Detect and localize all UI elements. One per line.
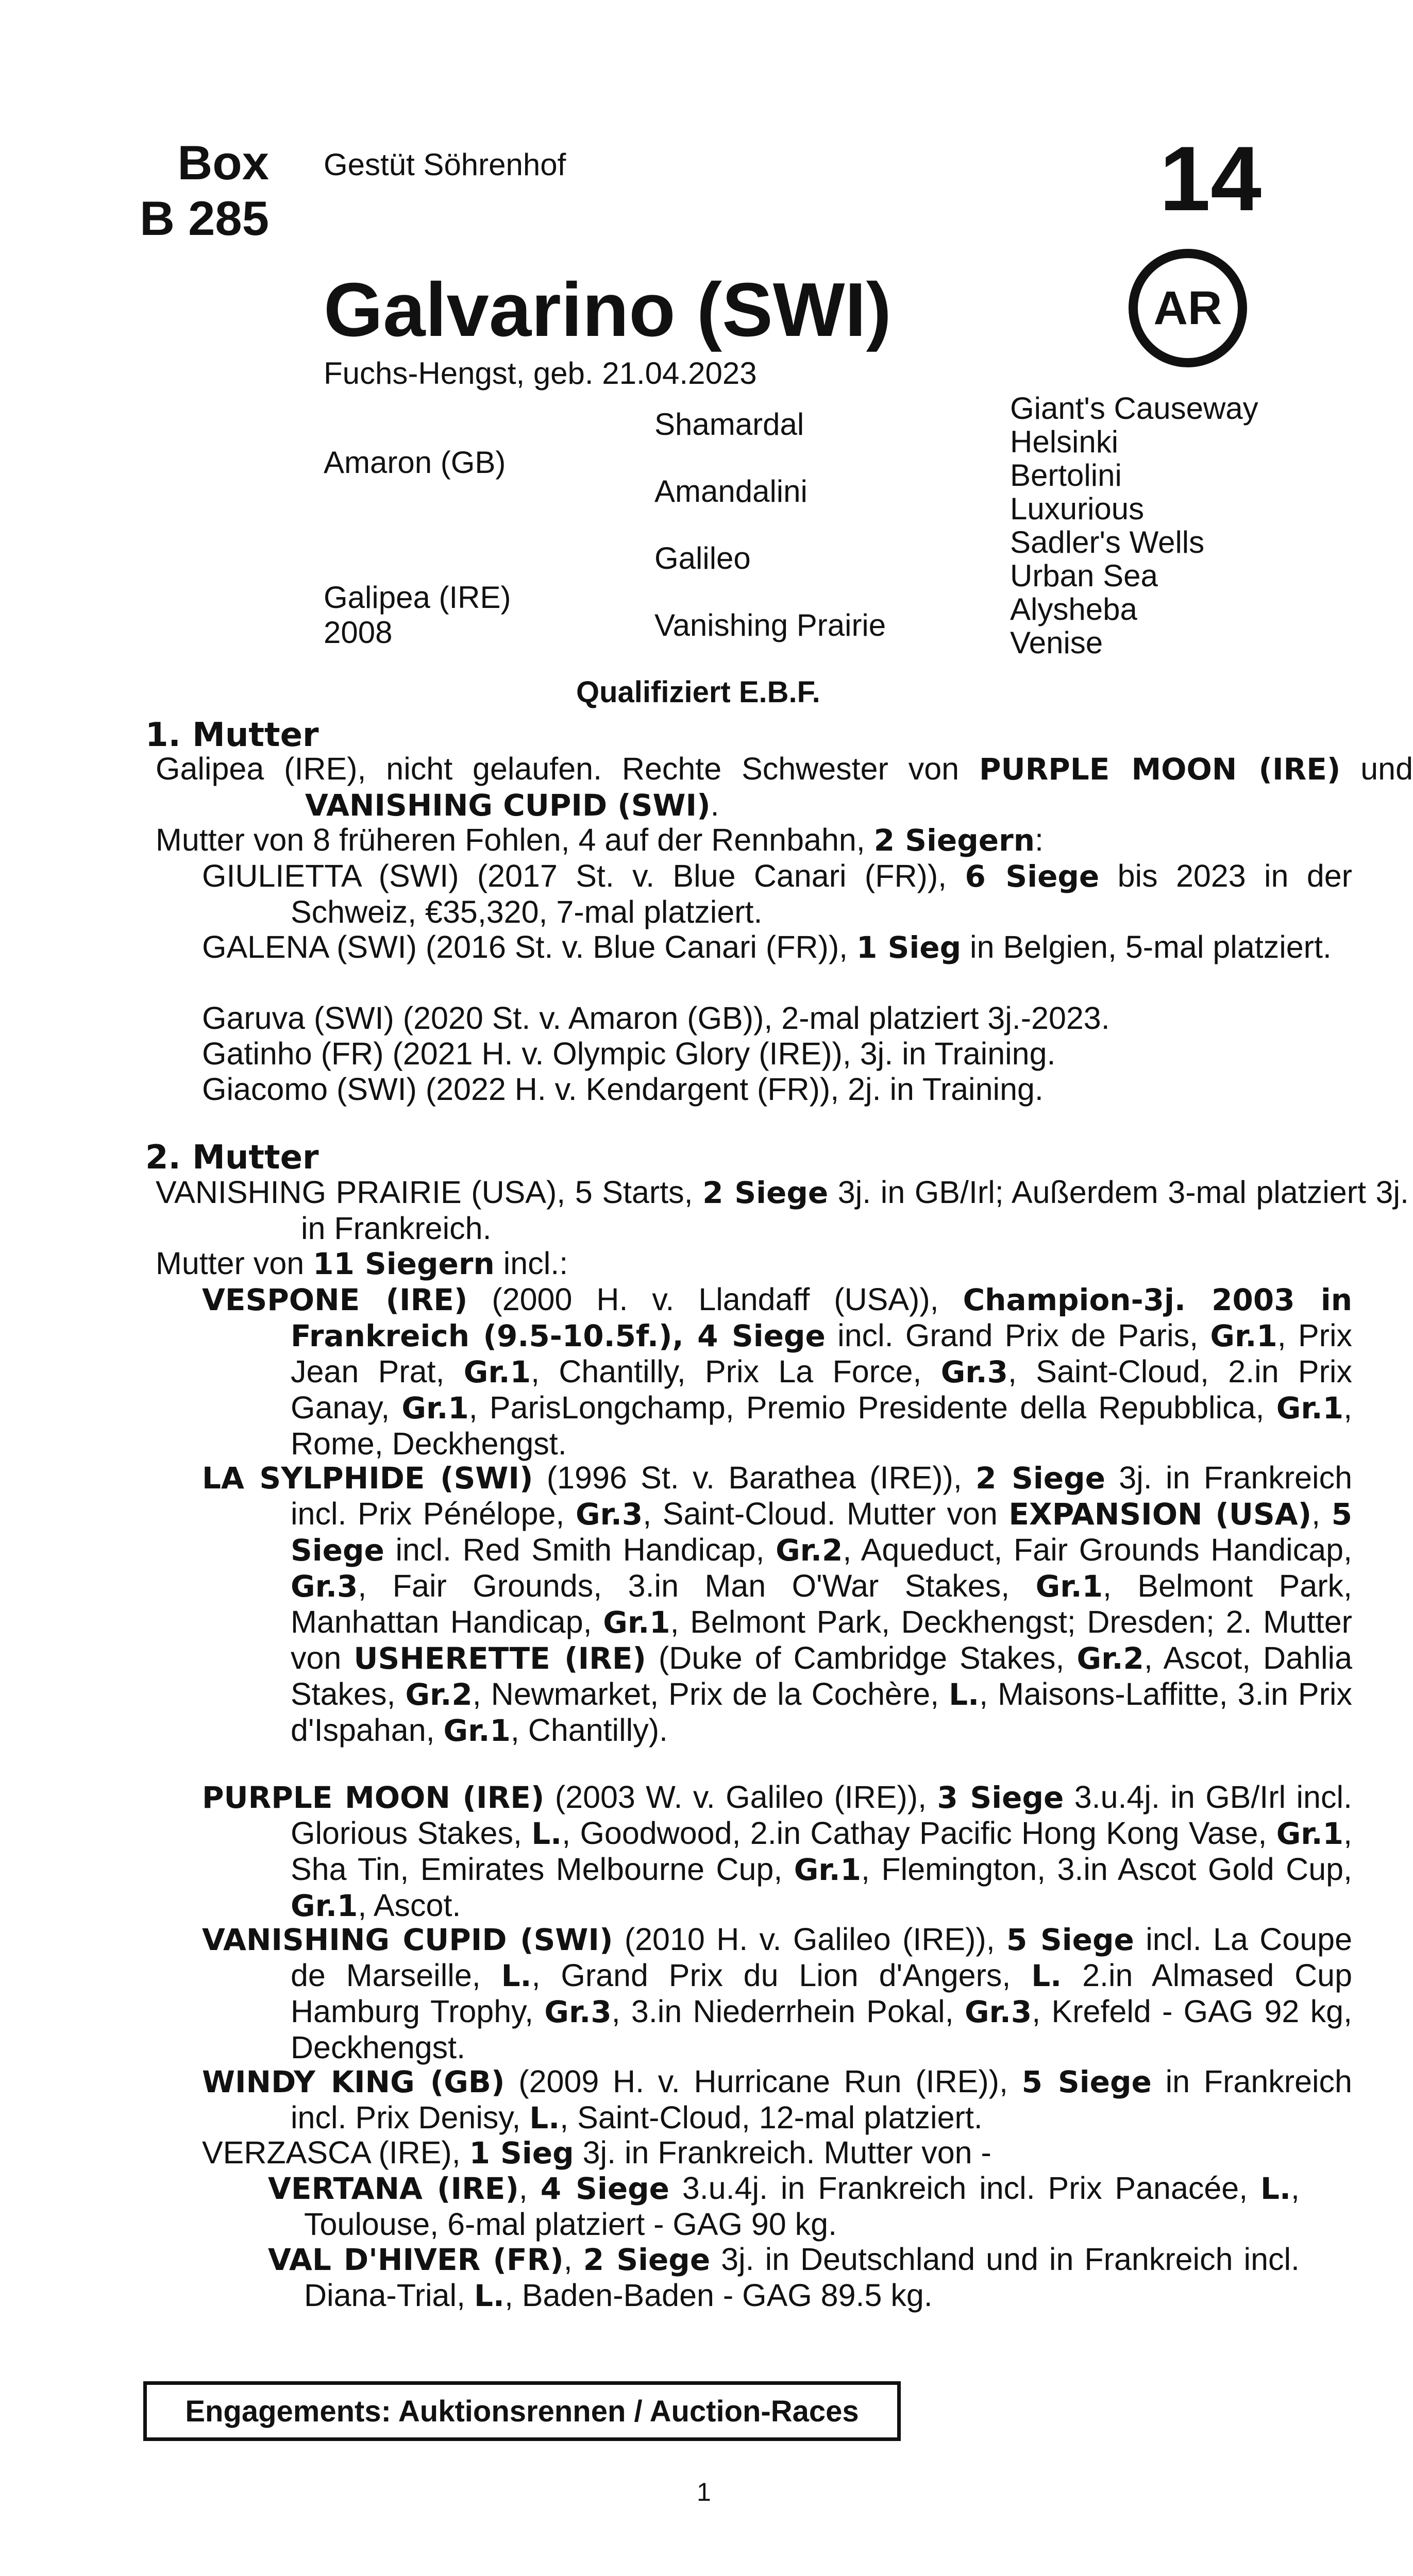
grand-progeny-vertana: VERTANA (IRE), 4 Siege 3.u.4j. in Frankreich incl. Prix Panacée, L., Toulouse, 6-mal platziert - GAG 90 kg. [268,2171,1300,2242]
engagements-label: Engagements: Auktionsrennen / Auction-Races [185,2394,859,2428]
pedigree-grandsire-2: Galileo [654,541,751,575]
first-dam-progeny-1: GIULIETTA (SWI) (2017 St. v. Blue Canari (FR)), 6 Siege bis 2023 in der Schweiz, €35,320, 7-mal platziert. [202,858,1352,929]
lot-number: 14 [1159,127,1261,230]
second-dam-progeny-vanishing-cupid: VANISHING CUPID (SWI) (2010 H. v. Galileo (IRE)), 5 Siege incl. La Coupe de Marseille, L., Grand Prix du Lion d'Angers, L. 2.in Almased Cup Hamburg Trophy, Gr.3, 3.in Niederrhein Pokal, Gr.3, Krefeld - GAG 92 kg, Deckhengst. [202,1922,1352,2065]
second-dam-winners-line: Mutter von 11 Siegern incl.: [156,1246,568,1281]
first-dam-intro: Galipea (IRE), nicht gelaufen. Rechte Schwester von PURPLE MOON (IRE) und VANISHING CUPID (SWI). [156,751,1413,823]
horse-description: Fuchs-Hengst, geb. 21.04.2023 [324,356,757,391]
horse-name: Galvarino (SWI) [324,267,891,352]
pedigree-ancestor-5: Sadler's Wells [1010,525,1205,560]
pedigree-grandsire-1: Shamardal [654,407,804,442]
pedigree-dam-year: 2008 [324,615,393,650]
pedigree-ancestor-4: Luxurious [1010,492,1145,526]
breeder-name: Gestüt Söhrenhof [324,147,566,182]
qualification-note: Qualifiziert E.B.F. [576,675,820,709]
box-number: B 285 [140,191,269,245]
second-dam-progeny-la-sylphide: LA SYLPHIDE (SWI) (1996 St. v. Barathea (IRE)), 2 Siege 3j. in Frankreich incl. Prix Pénélope, Gr.3, Saint-Cloud. Mutter von EXPANSION (USA), 5 Siege incl. Red Smith Handicap, Gr.2, Aqueduct, Fair Grounds Handicap, Gr.3, Fair Grounds, 3.in Man O'War Stakes, Gr.1, Belmont Park, Manhattan Handicap, Gr.1, Belmont Park, Deckhengst; Dresden; 2. Mutter von USHERETTE (IRE) (Duke of Cambridge Stakes, Gr.2, Ascot, Dahlia Stakes, Gr.2, Newmarket, Prix de la Cochère, L., Maisons-Laffitte, 3.in Prix d'Ispahan, Gr.1, Chantilly). [202,1460,1353,1748]
pedigree-granddam-2: Vanishing Prairie [654,608,886,642]
pedigree-ancestor-2: Helsinki [1010,425,1119,459]
first-dam-progeny-5: Giacomo (SWI) (2022 H. v. Kendargent (FR)), 2j. in Training. [202,1072,1044,1107]
second-dam-progeny-vespone: VESPONE (IRE) (2000 H. v. Llandaff (USA)), Champion-3j. 2003 in Frankreich (9.5-10.5f.), 4 Siege incl. Grand Prix de Paris, Gr.1, Prix Jean Prat, Gr.1, Chantilly, Prix La Force, Gr.3, Saint-Cloud, 2.in Prix Ganay, Gr.1, ParisLongchamp, Premio Presidente della Repubblica, Gr.1, Rome, Deckhengst. [202,1282,1353,1461]
box-label: Box [177,135,269,190]
ar-badge-label: AR [1153,281,1222,334]
first-dam-progeny-4: Gatinho (FR) (2021 H. v. Olympic Glory (IRE)), 3j. in Training. [202,1036,1056,1071]
engagements-box [143,2381,901,2441]
first-dam-progeny-3: Garuva (SWI) (2020 St. v. Amaron (GB)), 2-mal platziert 3j.-2023. [202,1001,1110,1036]
second-dam-progeny-purple-moon: PURPLE MOON (IRE) (2003 W. v. Galileo (IRE)), 3 Siege 3.u.4j. in GB/Irl incl. Glorious Stakes, L., Goodwood, 2.in Cathay Pacific Hong Kong Vase, Gr.1, Sha Tin, Emirates Melbourne Cup, Gr.1, Flemington, 3.in Ascot Gold Cup, Gr.1, Ascot. [202,1780,1353,1923]
ar-badge [1129,249,1247,367]
pedigree-sire: Amaron (GB) [324,445,506,480]
second-dam-intro: VANISHING PRAIRIE (USA), 5 Starts, 2 Siege 3j. in GB/Irl; Außerdem 3-mal platziert 3j. in Frankreich. [156,1175,1409,1246]
pedigree-ancestor-3: Bertolini [1010,458,1122,493]
pedigree-ancestor-6: Urban Sea [1010,558,1158,593]
pedigree-dam: Galipea (IRE) [324,580,511,615]
second-dam-heading: 2. Mutter [145,1139,319,1177]
first-dam-progeny-2: GALENA (SWI) (2016 St. v. Blue Canari (FR)), 1 Sieg in Belgien, 5-mal platziert. [202,929,1332,965]
second-dam-progeny-verzasca: VERZASCA (IRE), 1 Sieg 3j. in Frankreich. Mutter von - [202,2135,991,2171]
second-dam-progeny-windy-king: WINDY KING (GB) (2009 H. v. Hurricane Run (IRE)), 5 Siege in Frankreich incl. Prix Denisy, L., Saint-Cloud, 12-mal platziert. [202,2064,1352,2136]
first-dam-foals-line: Mutter von 8 früheren Fohlen, 4 auf der Rennbahn, 2 Siegern: [156,822,1044,858]
pedigree-granddam-1: Amandalini [654,474,808,509]
pedigree-ancestor-8: Venise [1010,625,1103,660]
first-dam-heading: 1. Mutter [145,716,319,754]
pedigree-ancestor-1: Giant's Causeway [1010,391,1258,426]
grand-progeny-val-dhiver: VAL D'HIVER (FR), 2 Siege 3j. in Deutschland und in Frankreich incl. Diana-Trial, L., Baden-Baden - GAG 89.5 kg. [268,2242,1300,2313]
pedigree-ancestor-7: Alysheba [1010,592,1137,626]
page-number: 1 [697,2478,711,2506]
